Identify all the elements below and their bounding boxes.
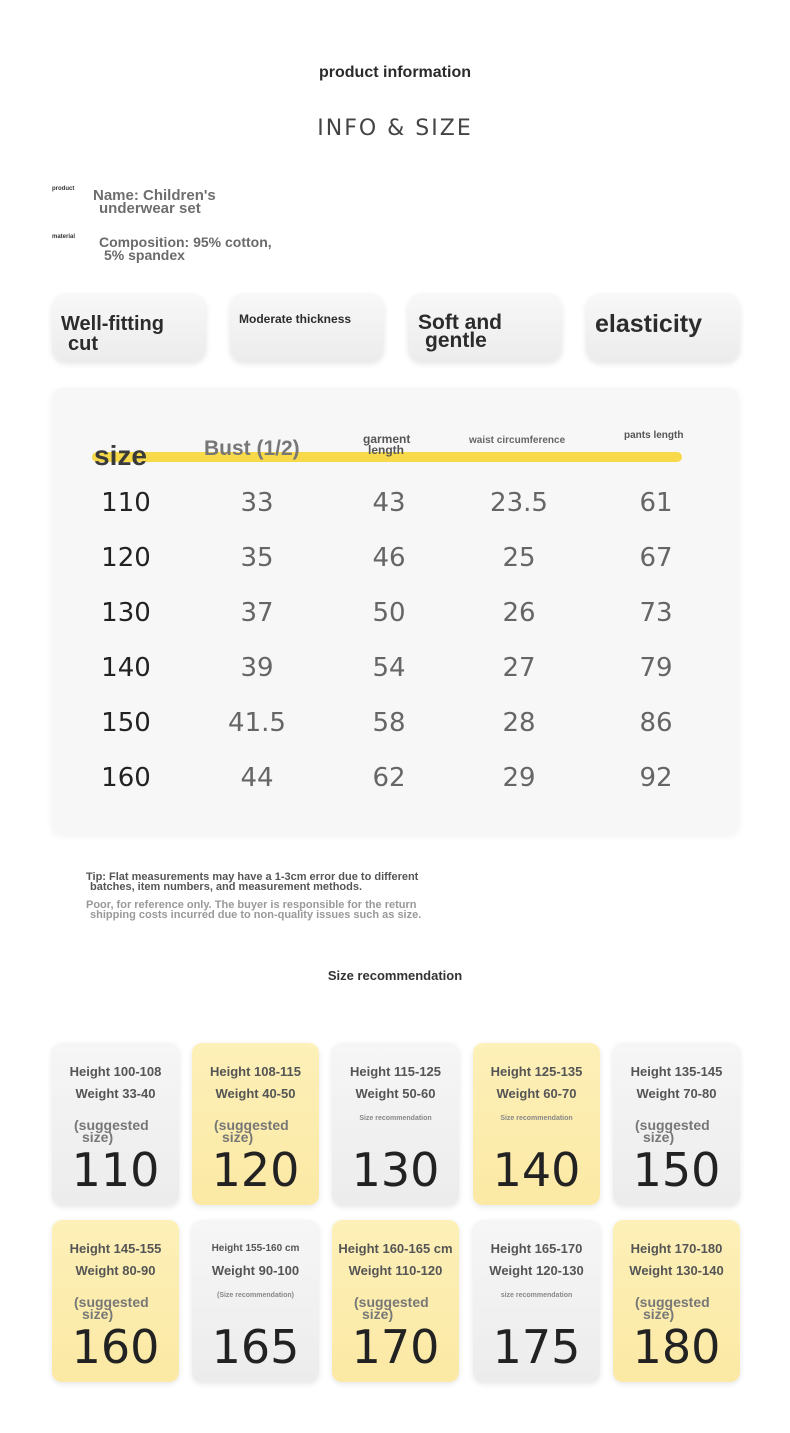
size-card-110 [52, 1043, 179, 1205]
weight-range: Weight 50-60 [355, 1086, 436, 1101]
recommended-size: 170 [351, 1320, 440, 1374]
size-card-140 [473, 1043, 600, 1205]
page-title: product information [319, 64, 471, 81]
tip-text [86, 872, 506, 892]
weight-range: Weight 70-80 [636, 1086, 717, 1101]
recommended-size: 165 [211, 1320, 300, 1374]
weight-range: Weight 120-130 [489, 1263, 584, 1278]
height-range: Height 165-170 [490, 1241, 583, 1256]
product-name-line1: Name: Children's [93, 187, 216, 204]
header-pants: pants length [624, 430, 684, 441]
table-size-cell: 150 [101, 708, 151, 738]
height-range: Height 108-115 [209, 1064, 302, 1079]
suggested-line: (suggested [214, 1117, 289, 1133]
suggested-size-label [74, 1296, 174, 1320]
feature-card-thickness [230, 293, 384, 361]
tip-line: Poor, for reference only. The buyer is responsible for the return [86, 899, 417, 911]
table-cell: 25 [502, 543, 536, 573]
header-size: size [94, 440, 147, 471]
suggested-line: (suggested [74, 1294, 149, 1310]
size-card-175 [473, 1220, 600, 1382]
height-range: Height 125-135 [490, 1064, 583, 1079]
table-size-cell: 120 [101, 543, 151, 573]
table-cell: 67 [639, 543, 673, 573]
weight-range: Weight 40-50 [215, 1086, 296, 1101]
tip-line: shipping costs incurred due to non-quality issues such as size. [90, 909, 422, 921]
weight-range: Weight 90-100 [211, 1263, 300, 1278]
size-card-120 [192, 1043, 319, 1205]
size-recommendation-label: size recommendation [500, 1292, 573, 1299]
weight-range: Weight 33-40 [75, 1086, 156, 1101]
table-size-cell: 110 [101, 488, 151, 518]
height-range: Height 115-125 [349, 1064, 442, 1079]
feature-card-fit [52, 293, 206, 361]
composition-line1: Composition: 95% cotton, [99, 234, 272, 250]
feature-text-line2: cut [68, 333, 98, 355]
suggested-line: (suggested [354, 1294, 429, 1310]
composition-line2: 5% spandex [104, 247, 185, 263]
table-cell: 73 [639, 598, 673, 628]
recommended-size: 130 [351, 1143, 440, 1197]
feature-text-line1: Well-fitting [61, 313, 164, 335]
height-range: Height 160-165 cm [338, 1241, 453, 1256]
table-cell: 50 [372, 598, 406, 628]
table-cell: 29 [502, 763, 536, 793]
suggested-size-label [74, 1119, 174, 1143]
table-cell: 41.5 [228, 708, 286, 738]
size-card-180 [613, 1220, 740, 1382]
table-cell: 35 [240, 543, 274, 573]
suggested-line: (suggested [635, 1294, 710, 1310]
table-cell: 43 [372, 488, 406, 518]
table-cell: 44 [240, 763, 274, 793]
material-label: material [52, 234, 76, 240]
recommended-size: 160 [71, 1320, 160, 1374]
feature-text-line2: gentle [425, 329, 487, 352]
table-cell: 92 [639, 763, 673, 793]
size-card-150 [613, 1043, 740, 1205]
header-garment-line2: length [368, 443, 404, 457]
table-cell: 79 [639, 653, 673, 683]
table-cell: 86 [639, 708, 673, 738]
height-range: Height 145-155 [69, 1241, 162, 1256]
table-cell: 33 [240, 488, 274, 518]
recommended-size: 150 [632, 1143, 721, 1197]
tip-line: batches, item numbers, and measurement methods. [90, 881, 363, 893]
height-range: Height 170-180 [630, 1241, 723, 1256]
height-range: Height 100-108 [69, 1064, 162, 1079]
header-waist: waist circumference [469, 435, 566, 446]
suggested-line: (suggested [74, 1117, 149, 1133]
weight-range: Weight 80-90 [75, 1263, 156, 1278]
suggested-line: size) [362, 1306, 394, 1322]
recommended-size: 180 [632, 1320, 721, 1374]
recommended-size: 175 [492, 1320, 581, 1374]
suggested-size-label [635, 1119, 735, 1143]
product-name-line2: underwear set [99, 200, 201, 217]
size-card-130 [332, 1043, 459, 1205]
table-cell: 58 [372, 708, 406, 738]
size-recommendation-label: Size recommendation [359, 1115, 432, 1122]
height-range: Height 155-160 cm [211, 1243, 300, 1254]
table-size-cell: 140 [101, 653, 151, 683]
suggested-size-label [214, 1119, 314, 1143]
suggested-line: size) [222, 1129, 254, 1145]
table-cell: 61 [639, 488, 673, 518]
table-cell: 28 [502, 708, 536, 738]
size-card-170 [332, 1220, 459, 1382]
height-range: Height 135-145 [630, 1064, 723, 1079]
size-recommendation-label: (Size recommendation) [216, 1292, 294, 1299]
size-recommendation-title: Size recommendation [327, 968, 463, 983]
header-bust: Bust (1/2) [204, 437, 300, 460]
table-cell: 37 [240, 598, 274, 628]
page-subtitle: INFO & SIZE [317, 116, 473, 141]
table-cell: 39 [240, 653, 274, 683]
table-cell: 26 [502, 598, 536, 628]
feature-text-line1: Soft and [418, 311, 502, 334]
tip-line: Tip: Flat measurements may have a 1-3cm error due to different [86, 871, 419, 883]
weight-range: Weight 60-70 [496, 1086, 577, 1101]
feature-text-line1: Moderate thickness [239, 312, 352, 326]
feature-text-line1: elasticity [595, 310, 703, 338]
suggested-line: (suggested [635, 1117, 710, 1133]
suggested-line: size) [82, 1129, 114, 1145]
table-size-cell: 130 [101, 598, 151, 628]
suggested-size-label [635, 1296, 735, 1320]
header-garment-line1: garment [363, 432, 411, 446]
tip-disclaimer [86, 900, 506, 920]
suggested-size-label [354, 1296, 454, 1320]
size-card-165 [192, 1220, 319, 1382]
recommended-size: 140 [492, 1143, 581, 1197]
size-recommendation-label: Size recommendation [500, 1115, 573, 1122]
table-cell: 54 [372, 653, 406, 683]
weight-range: Weight 130-140 [629, 1263, 724, 1278]
table-cell: 23.5 [490, 488, 548, 518]
recommended-size: 120 [211, 1143, 300, 1197]
recommended-size: 110 [71, 1143, 160, 1197]
weight-range: Weight 110-120 [348, 1263, 443, 1278]
feature-card-soft [408, 293, 562, 361]
suggested-line: size) [643, 1129, 675, 1145]
product-label: product [52, 186, 75, 192]
table-cell: 27 [502, 653, 536, 683]
size-card-160 [52, 1220, 179, 1382]
suggested-line: size) [643, 1306, 675, 1322]
feature-card-elasticity [586, 293, 740, 361]
table-cell: 62 [372, 763, 406, 793]
suggested-line: size) [82, 1306, 114, 1322]
table-size-cell: 160 [101, 763, 151, 793]
table-cell: 46 [372, 543, 406, 573]
